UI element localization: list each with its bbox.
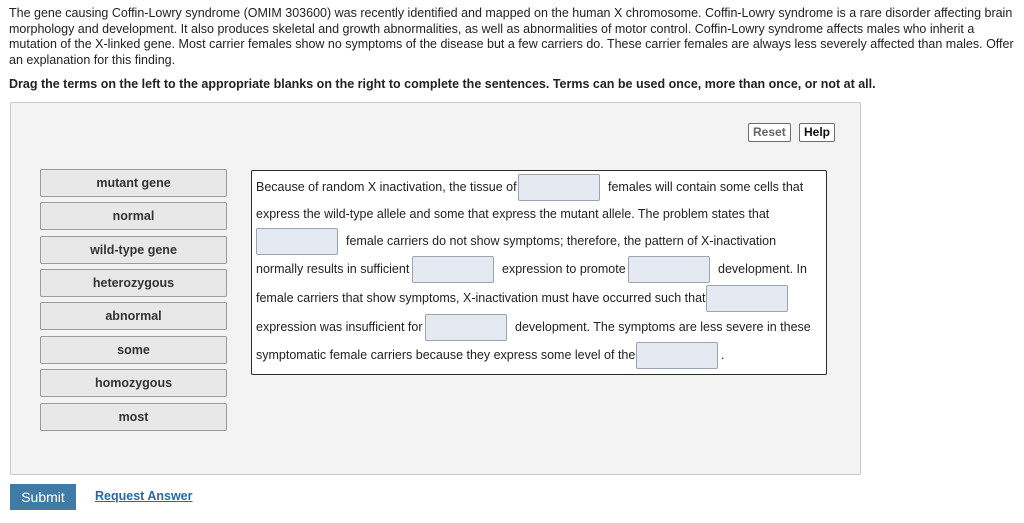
sentence-text: female carriers do not show symptoms; therefore, the pattern of X-inactivation: [346, 234, 777, 248]
drop-blank-6[interactable]: [425, 314, 507, 341]
term-normal[interactable]: normal: [40, 202, 227, 230]
sentence-text: development. The symptoms are less severe in these: [515, 320, 811, 334]
sentence-text: express the wild-type allele and some that express the mutant allele. The problem states that: [256, 207, 770, 221]
drop-blank-5[interactable]: [706, 285, 788, 312]
sentence-text: females will contain some cells that: [608, 180, 804, 194]
term-some[interactable]: some: [40, 336, 227, 364]
term-mutant-gene[interactable]: mutant gene: [40, 169, 227, 197]
drop-blank-4[interactable]: [628, 256, 710, 283]
term-heterozygous[interactable]: heterozygous: [40, 269, 227, 297]
term-most[interactable]: most: [40, 403, 227, 431]
sentence-text: development. In: [718, 262, 807, 276]
submit-button[interactable]: Submit: [10, 484, 76, 510]
sentence-text: expression was insufficient for: [256, 320, 423, 334]
reset-button[interactable]: Reset: [748, 123, 791, 142]
sentence-period: .: [721, 348, 725, 362]
sentence-text: normally results in sufficient: [256, 262, 410, 276]
drop-blank-2[interactable]: [256, 228, 338, 255]
request-answer-link[interactable]: Request Answer: [95, 489, 193, 503]
drop-blank-1[interactable]: [518, 174, 600, 201]
sentence-text: expression to promote: [502, 262, 626, 276]
term-wild-type-gene[interactable]: wild-type gene: [40, 236, 227, 264]
help-button[interactable]: Help: [799, 123, 835, 142]
sentence-text: female carriers that show symptoms, X-inactivation must have occurred such that: [256, 291, 706, 305]
term-homozygous[interactable]: homozygous: [40, 369, 227, 397]
term-abnormal[interactable]: abnormal: [40, 302, 227, 330]
question-intro: The gene causing Coffin-Lowry syndrome (OMIM 303600) was recently identified and mapped on the human X chromosome. Coffin-Lowry syndrome is a rare disorder affecting brain morphology and development. It also produces skeletal and growth abnormalities, as well as abnormalities of motor control. Coffin-Lowry syndrome affects males who inherit a mutation of the X-linked gene. Most carrier females show no symptoms of the disease but a few carriers do. These carrier females are always less severely affected than males. Offer an explanation for this finding.: [9, 6, 1014, 67]
question-instruction: Drag the terms on the left to the appropriate blanks on the right to complete the sentences. Terms can be used once, more than once, or not at all.: [9, 77, 876, 91]
drop-blank-7[interactable]: [636, 342, 718, 369]
drop-blank-3[interactable]: [412, 256, 494, 283]
sentence-text: Because of random X inactivation, the tissue of: [256, 180, 517, 194]
sentence-text: symptomatic female carriers because they express some level of the: [256, 348, 636, 362]
